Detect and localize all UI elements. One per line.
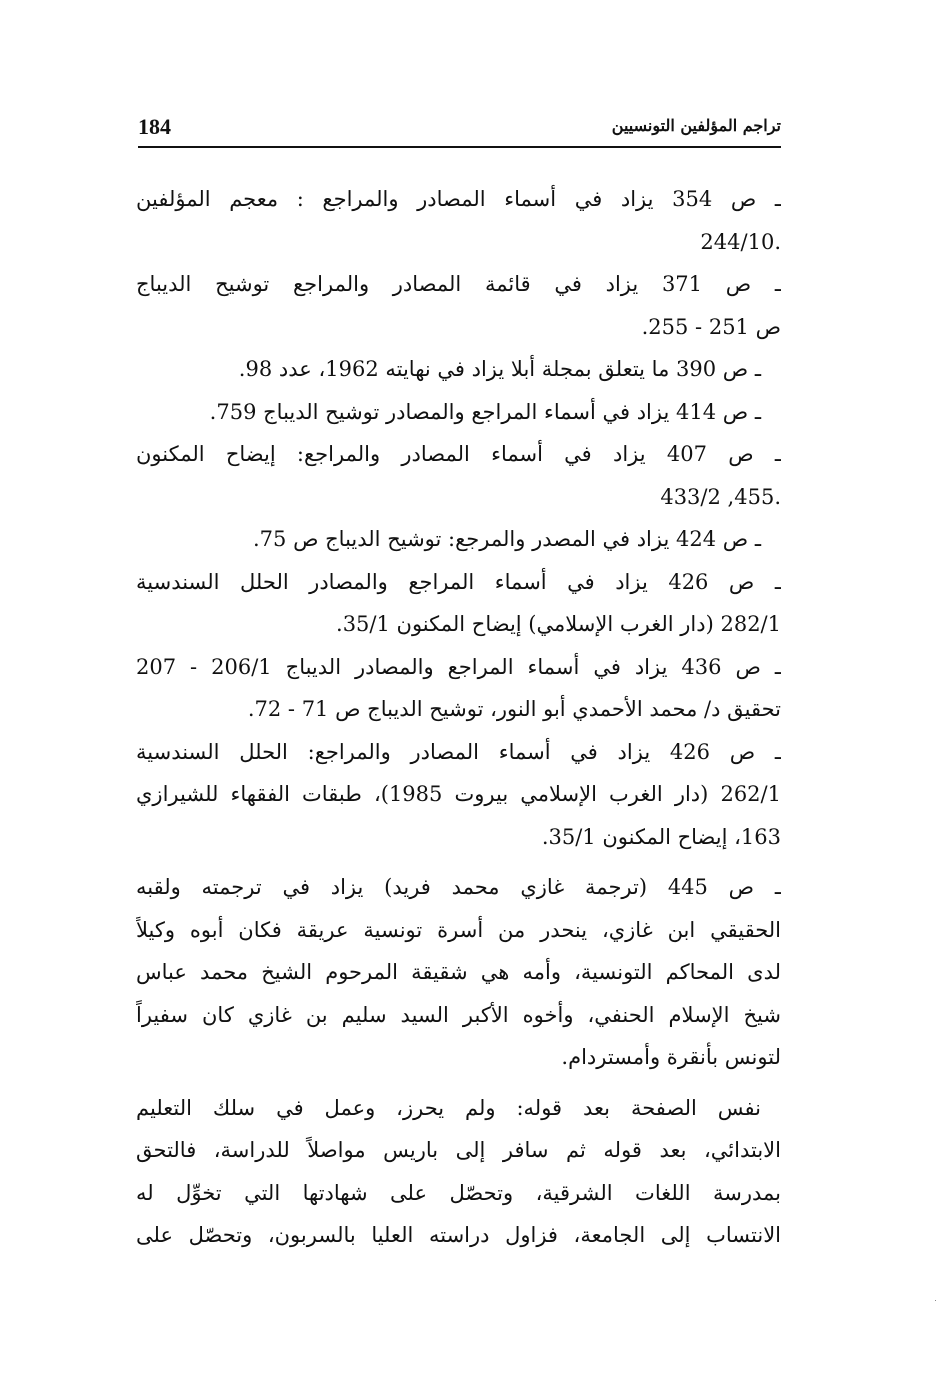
text-line: ـ ص 354 يزاد في أسماء المصادر والمراجع : معجم المؤلفين [136, 187, 781, 211]
text-line: ـ ص 436 يزاد في أسماء المراجع والمصادر الديباج 206/1 - 207 [136, 654, 781, 679]
text-line: ـ ص 426 يزاد في أسماء المراجع والمصادر الحلل السندسية [136, 569, 781, 594]
text-line: 282/1 (دار الغرب الإسلامي) إيضاح المكنون 35/1. [336, 612, 781, 636]
paragraph-gap [136, 858, 781, 866]
text-line: تحقيق د/ محمد الأحمدي أبو النور، توشيح الديباج ص 71 - 72. [247, 697, 781, 721]
text-line: 163، إيضاح المكنون 35/1. [541, 824, 781, 849]
text-line: ص 251 - 255. [641, 314, 781, 339]
page-header [138, 112, 781, 146]
text-line: ـ ص 414 يزاد في أسماء المراجع والمصادر توشيح الديباج 759. [209, 399, 761, 424]
text-line: الانتساب إلى الجامعة، فزاول دراسته العليا بالسربون، وتحصّل على [136, 1223, 781, 1247]
text-line: .244/10 [700, 229, 781, 254]
page-body [136, 178, 781, 1257]
text-line: ـ ص 390 ما يتعلق بمجلة أبلا يزاد في نهايته 1962، عدد 98. [238, 357, 761, 381]
text-line: ـ ص 424 يزاد في المصدر والمرجع: توشيح الديباج ص 75. [252, 527, 761, 551]
text-line: .455, 433/2 [660, 484, 781, 509]
text-line: لدى المحاكم التونسية، وأمه هي شقيقة المرحوم الشيخ محمد عباس [136, 960, 781, 984]
text-line: ـ ص 407 يزاد في أسماء المصادر والمراجع: إيضاح المكنون [136, 442, 781, 466]
text-line: نفس الصفحة بعد قوله: ولم يحرز، وعمل في سلك التعليم [136, 1095, 761, 1120]
header-rule [138, 146, 781, 148]
page-number: 184 [138, 114, 171, 139]
text-line: لتونس بأنقرة وأمستردام. [561, 1045, 781, 1069]
text-line: ـ ص 426 يزاد في أسماء المصادر والمراجع: الحلل السندسية [136, 739, 781, 764]
text-line: ـ ص 371 يزاد في قائمة المصادر والمراجع توشيح الديباج [136, 272, 781, 296]
text-line: 262/1 (دار الغرب الإسلامي بيروت 1985)، طبقات الفقهاء للشيرازي [136, 782, 781, 806]
text-line: ـ ص 445 (ترجمة غازي محمد فريد) يزاد في ترجمته ولقبه [136, 875, 781, 899]
scan-speck [935, 1300, 936, 1301]
text-line: بمدرسة اللغات الشرقية، وتحصّل على شهادتها التي تخوِّل له [136, 1180, 781, 1205]
text-line: شيخ الإسلام الحنفي، وأخوه الأكبر السيد سليم بن غازي كان سفيراً [136, 1002, 781, 1027]
running-title: تراجم المؤلفين التونسيين [611, 116, 781, 135]
text-line: الحقيقي ابن غازي، ينحدر من أسرة تونسية عريقة فكان أبوه وكيلاً [136, 917, 781, 942]
text-line: الابتدائي، بعد قوله ثم سافر إلى باريس مواصلاً للدراسة، فالتحق [136, 1138, 781, 1162]
paragraph-gap [136, 1079, 781, 1087]
